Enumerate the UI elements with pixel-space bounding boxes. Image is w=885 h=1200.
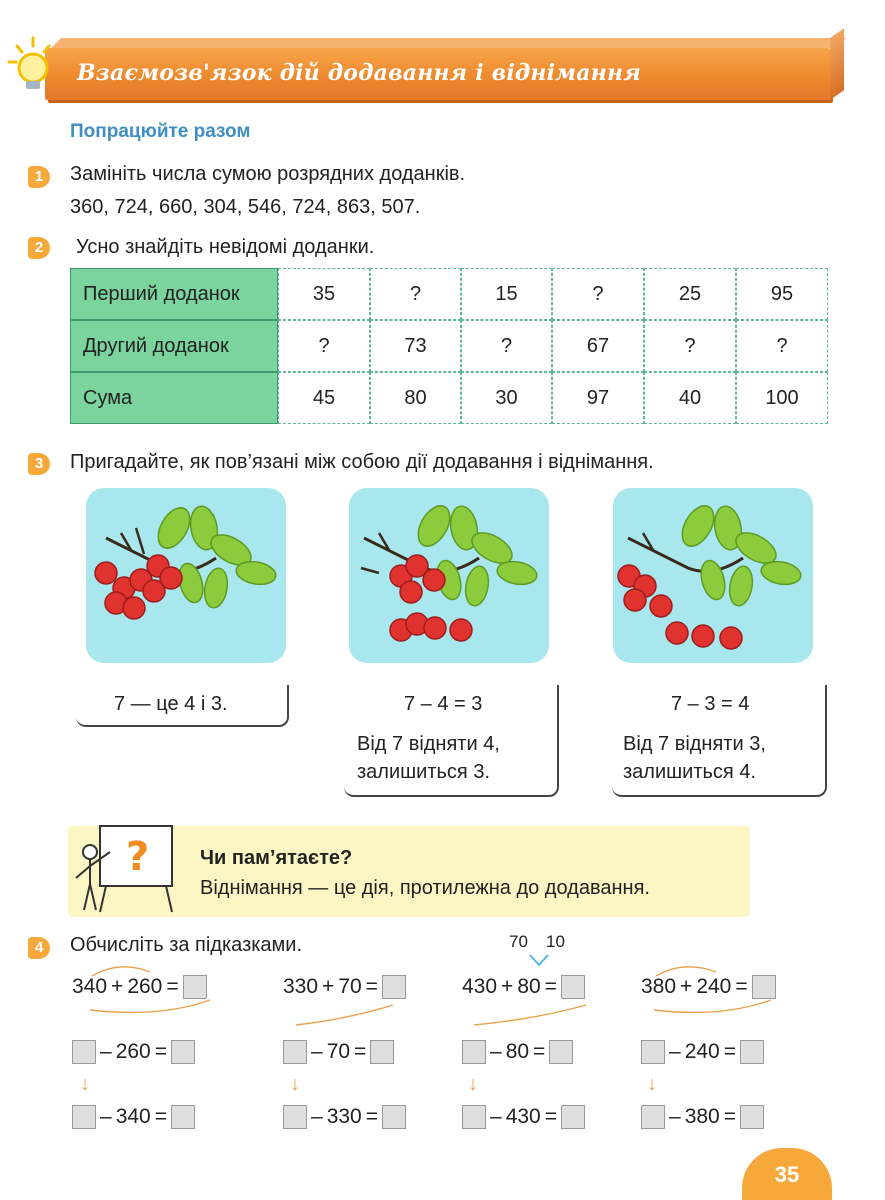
table-cell: ? xyxy=(736,320,828,372)
minus-sign: – xyxy=(311,1040,323,1063)
table-cell: 80 xyxy=(370,372,461,424)
answer-box[interactable] xyxy=(740,1040,764,1064)
operand: 380 xyxy=(684,1105,720,1128)
plus-sign: + xyxy=(501,975,514,998)
note-text: Від 7 відняти 4, xyxy=(357,733,500,755)
answer-box[interactable] xyxy=(549,1040,573,1064)
expression-bottom xyxy=(641,1105,764,1129)
operand: 240 xyxy=(696,975,732,998)
hint-split-icon xyxy=(528,953,550,967)
task2-text: Усно знайдіть невідомі доданки. xyxy=(76,236,375,258)
svg-text:?: ? xyxy=(126,834,150,880)
table-cell: ? xyxy=(461,320,552,372)
operand: 80 xyxy=(505,1040,530,1063)
table-cell: ? xyxy=(552,268,644,320)
table-cell: ? xyxy=(370,268,461,320)
note-equation: 7 – 3 = 4 xyxy=(671,693,750,715)
answer-box[interactable] xyxy=(462,1105,486,1129)
table-cell: ? xyxy=(644,320,736,372)
page-number: 35 xyxy=(742,1148,832,1200)
note-text: залишиться 4. xyxy=(623,761,756,783)
minus-sign: – xyxy=(100,1105,112,1128)
equals-sign: = xyxy=(723,1040,736,1063)
task3-text: Пригадайте, як пов’язані між собою дії додавання і віднімання. xyxy=(70,451,654,473)
operand: 330 xyxy=(283,975,319,998)
equals-sign: = xyxy=(735,975,748,998)
expression-bottom xyxy=(283,1105,406,1129)
expression-bottom xyxy=(72,1105,195,1129)
expression-middle xyxy=(72,1040,195,1064)
equals-sign: = xyxy=(154,1105,167,1128)
operand: 430 xyxy=(462,975,498,998)
operand: 340 xyxy=(72,975,108,998)
answer-box[interactable] xyxy=(370,1040,394,1064)
remember-title: Чи пам’ятаєте? xyxy=(200,847,353,869)
lightbulb-icon xyxy=(5,32,85,112)
operand: 430 xyxy=(505,1105,541,1128)
down-arrow-icon: ↓ xyxy=(290,1073,300,1095)
task-number-badge: 2 xyxy=(28,237,50,259)
hint-arrows-icon xyxy=(646,962,776,1020)
table-cell: 95 xyxy=(736,268,828,320)
operand: 380 xyxy=(641,975,677,998)
answer-box[interactable] xyxy=(171,1040,195,1064)
task-number-badge: 3 xyxy=(28,453,50,475)
expression-bottom xyxy=(462,1105,585,1129)
operand: 70 xyxy=(338,975,362,998)
answer-box[interactable] xyxy=(171,1105,195,1129)
rowan-berries-image xyxy=(349,488,549,663)
equals-sign: = xyxy=(544,975,557,998)
answer-box[interactable] xyxy=(462,1040,486,1064)
rowan-berries-image xyxy=(86,488,286,663)
expression-middle xyxy=(283,1040,394,1064)
answer-box[interactable] xyxy=(641,1105,665,1129)
addends-table xyxy=(70,268,828,424)
page-title: Взаємозв'язок дій додавання і віднімання xyxy=(77,60,641,86)
operand: 260 xyxy=(127,975,163,998)
equals-sign: = xyxy=(723,1105,736,1128)
table-cell: 100 xyxy=(736,372,828,424)
equals-sign: = xyxy=(544,1105,557,1128)
answer-box[interactable] xyxy=(283,1040,307,1064)
equals-sign: = xyxy=(354,1040,367,1063)
minus-sign: – xyxy=(669,1105,681,1128)
operand: 80 xyxy=(517,975,541,998)
table-cell: 45 xyxy=(278,372,370,424)
rowan-berries-image xyxy=(613,488,813,663)
row-label: Другий доданок xyxy=(70,320,278,372)
answer-box[interactable] xyxy=(382,1105,406,1129)
table-cell: 30 xyxy=(461,372,552,424)
equals-sign: = xyxy=(166,975,179,998)
plus-sign: + xyxy=(322,975,335,998)
down-arrow-icon: ↓ xyxy=(468,1073,478,1095)
equals-sign: = xyxy=(533,1040,546,1063)
minus-sign: – xyxy=(490,1105,502,1128)
equals-sign: = xyxy=(365,975,378,998)
hint-number: 10 xyxy=(546,932,565,951)
answer-box[interactable] xyxy=(72,1040,96,1064)
table-cell: 15 xyxy=(461,268,552,320)
operand: 70 xyxy=(326,1040,351,1063)
operand: 260 xyxy=(115,1040,151,1063)
minus-sign: – xyxy=(490,1040,502,1063)
question-board-icon xyxy=(70,822,178,914)
table-cell: 67 xyxy=(552,320,644,372)
answer-box[interactable] xyxy=(283,1105,307,1129)
note-text: Від 7 відняти 3, xyxy=(623,733,766,755)
table-cell: ? xyxy=(278,320,370,372)
answer-box[interactable] xyxy=(561,1105,585,1129)
answer-box[interactable] xyxy=(72,1105,96,1129)
row-label: Перший доданок xyxy=(70,268,278,320)
plus-sign: + xyxy=(111,975,124,998)
equals-sign: = xyxy=(154,1040,167,1063)
note-equation: 7 – 4 = 3 xyxy=(404,693,483,715)
operand: 330 xyxy=(326,1105,362,1128)
title-bar xyxy=(45,48,830,100)
expression-middle xyxy=(641,1040,764,1064)
down-arrow-icon: ↓ xyxy=(80,1073,90,1095)
task-number-badge: 1 xyxy=(28,166,50,188)
equals-sign: = xyxy=(365,1105,378,1128)
answer-box[interactable] xyxy=(740,1105,764,1129)
table-cell: 40 xyxy=(644,372,736,424)
plus-sign: + xyxy=(680,975,693,998)
hint-arrows-icon xyxy=(80,962,220,1020)
table-cell: 35 xyxy=(278,268,370,320)
minus-sign: – xyxy=(311,1105,323,1128)
down-arrow-icon: ↓ xyxy=(647,1073,657,1095)
operand: 240 xyxy=(684,1040,720,1063)
hint-arrows-icon xyxy=(466,995,596,1035)
table-cell: 73 xyxy=(370,320,461,372)
expression-middle xyxy=(462,1040,573,1064)
task1-text: Замініть числа сумою розрядних доданків. xyxy=(70,163,466,185)
table-cell: 25 xyxy=(644,268,736,320)
minus-sign: – xyxy=(669,1040,681,1063)
table-cell: 97 xyxy=(552,372,644,424)
task4-text: Обчисліть за підказками. xyxy=(70,934,303,956)
note-equation: 7 — це 4 і 3. xyxy=(114,693,228,715)
answer-box[interactable] xyxy=(641,1040,665,1064)
section-heading: Попрацюйте разом xyxy=(70,121,251,142)
operand: 340 xyxy=(115,1105,151,1128)
note-text: залишиться 3. xyxy=(357,761,490,783)
hint-number: 70 xyxy=(509,932,528,951)
row-label: Сума xyxy=(70,372,278,424)
remember-text: Віднімання — це дія, протилежна до додавання. xyxy=(200,877,650,899)
hint-arrows-icon xyxy=(288,995,408,1035)
task1-numbers: 360, 724, 660, 304, 546, 724, 863, 507. xyxy=(70,196,421,218)
task-number-badge: 4 xyxy=(28,937,50,959)
minus-sign: – xyxy=(100,1040,112,1063)
